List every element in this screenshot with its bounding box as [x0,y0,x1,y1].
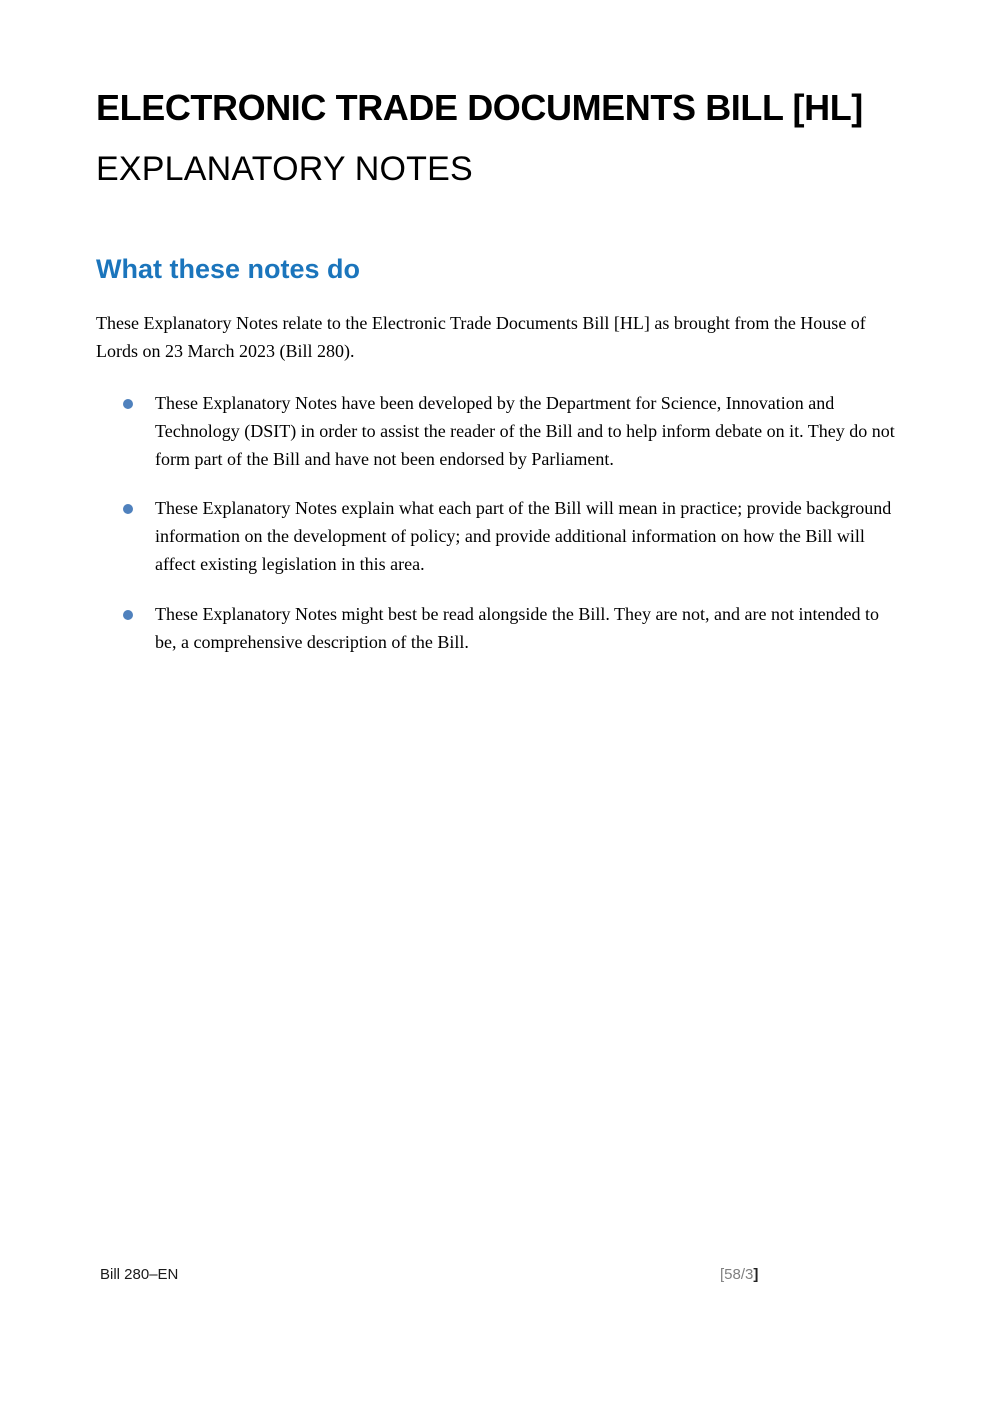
intro-paragraph: These Explanatory Notes relate to the Electronic Trade Documents Bill [HL] as brought from the House of Lords on 23 March 2023 (Bill 280). [96,313,866,361]
bill-number: Bill 280–EN [100,1266,179,1283]
bullet-dot-icon [123,399,133,409]
page-reference-bracket: ] [753,1266,759,1283]
section-heading: What these notes do [96,253,361,284]
bullet-text: These Explanatory Notes have been developed by the Department for Science, Innovation and Technology (DSIT) in order to assist the reader of the Bill and to help inform debate on it. They do not form part of the Bill and have not been endorsed by Parliament. [155,392,895,469]
bullet-text: These Explanatory Notes might best be read alongside the Bill. They are not, and are not intended to be, a comprehensive description of the Bill. [155,604,879,653]
bullet-text: These Explanatory Notes explain what each part of the Bill will mean in practice; provide background information on the development of policy; and provide additional information on how the Bill will affect existing legislation in this area. [155,498,892,575]
list-item [96,495,895,579]
page-reference [720,1266,758,1283]
document-subtitle: EXPLANATORY NOTES [96,150,473,189]
bullet-dot-icon [123,610,133,620]
list-item [96,390,895,474]
page-reference-value: [58/3 [720,1266,754,1283]
bullet-dot-icon [123,504,133,514]
page-footer [0,1266,991,1290]
bullet-list [96,390,895,657]
page-content [0,86,991,657]
list-item [96,601,895,657]
document-title: ELECTRONIC TRADE DOCUMENTS BILL [HL] [96,87,863,128]
